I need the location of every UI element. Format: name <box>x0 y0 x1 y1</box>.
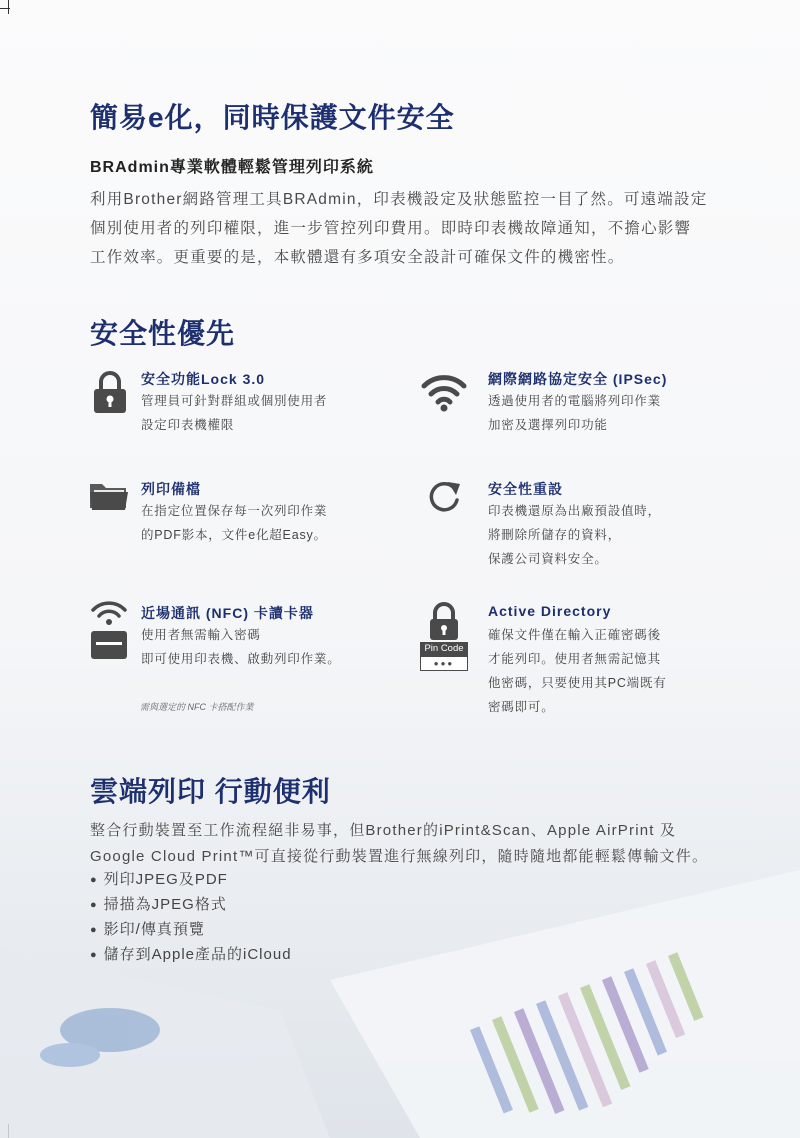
feature-desc-line: 在指定位置保存每一次列印作業 <box>141 504 328 518</box>
list-item: ● 影印/傳真預覽 <box>90 918 292 943</box>
feature-title: 網際網路協定安全 (IPSec) <box>488 371 668 387</box>
feature-desc-line: 即可使用印表機、啟動列印作業。 <box>141 652 341 666</box>
wifi-icon <box>420 372 468 412</box>
feature-desc-line: 加密及選擇列印功能 <box>488 418 608 432</box>
section-title-ecology: 簡易e化，同時保護文件安全 <box>90 102 455 133</box>
feature-title: Active Directory <box>488 603 612 619</box>
section-subtitle-bradmin: BRAdmin專業軟體輕鬆管理列印系統 <box>90 159 374 176</box>
cloud-feature-list <box>90 868 292 968</box>
crop-mark <box>8 0 9 14</box>
paragraph-line: 利用Brother網路管理工具BRAdmin，印表機設定及狀態監控一目了然。可遠端設定 <box>90 191 708 208</box>
nfc-card-icon <box>88 598 130 662</box>
crop-mark <box>0 8 10 9</box>
section-title-security: 安全性優先 <box>90 318 236 349</box>
list-item: ● 列印JPEG及PDF <box>90 868 292 893</box>
paragraph-line: Google Cloud Print™可直接從行動裝置進行無線列印，隨時隨地都能輕鬆傳輸文件。 <box>90 848 709 865</box>
feature-desc-line: 將刪除所儲存的資料， <box>488 528 622 542</box>
feature-description <box>141 499 327 547</box>
bradmin-description <box>90 185 710 272</box>
paragraph-line: 整合行動裝置至工作流程絕非易事，但Brother的iPrint&Scan、Apple AirPrint 及 <box>90 822 677 839</box>
feature-title: 近場通訊 (NFC) 卡讀卡器 <box>141 605 314 621</box>
section-title-cloud-print: 雲端列印 行動便利 <box>90 776 331 807</box>
feature-desc-line: 設定印表機權限 <box>141 418 235 432</box>
feature-desc-line: 才能列印。使用者無需記憶其 <box>488 652 661 666</box>
cloud-print-description <box>90 818 730 870</box>
feature-description <box>488 389 661 437</box>
padlock-icon <box>420 600 468 640</box>
padlock-icon <box>92 370 128 414</box>
nfc-footnote: 需與選定的 NFC 卡搭配作業 <box>140 702 254 712</box>
feature-desc-line: 管理員可針對群組或個別使用者 <box>141 394 328 408</box>
feature-desc-line: 保護公司資料安全。 <box>488 552 608 566</box>
paragraph-line: 個別使用者的列印權限，進一步管控列印費用。即時印表機故障通知，不擔心影響 <box>90 220 692 237</box>
feature-desc-line: 印表機還原為出廠預設值時， <box>488 504 661 518</box>
feature-description <box>141 623 341 671</box>
paragraph-line: 工作效率。更重要的是，本軟體還有多項安全設計可確保文件的機密性。 <box>90 249 625 266</box>
list-item: ● 掃描為JPEG格式 <box>90 893 292 918</box>
feature-title: 列印備檔 <box>141 481 201 497</box>
feature-description <box>488 623 667 719</box>
feature-desc-line: 透過使用者的電腦將列印作業 <box>488 394 661 408</box>
feature-description <box>141 389 327 437</box>
feature-desc-line: 使用者無需輸入密碼 <box>141 628 261 642</box>
feature-title: 安全性重設 <box>488 481 563 497</box>
feature-title: 安全功能Lock 3.0 <box>141 371 266 387</box>
feature-desc-line: 的PDF影本，文件e化超Easy。 <box>141 528 327 542</box>
list-item: ● 儲存到Apple產品的iCloud <box>90 943 292 968</box>
feature-desc-line: 密碼即可。 <box>488 700 555 714</box>
feature-description <box>488 499 661 571</box>
folder-icon <box>88 480 130 512</box>
pin-code-lock-icon <box>420 600 468 672</box>
pin-code-label: Pin Code <box>420 642 468 656</box>
feature-desc-line: 他密碼，只要使用其PC端既有 <box>488 676 667 690</box>
pin-code-dots: ●●● <box>420 656 468 671</box>
feature-desc-line: 確保文件僅在輸入正確密碼後 <box>488 628 661 642</box>
reset-arrow-icon <box>424 478 464 516</box>
